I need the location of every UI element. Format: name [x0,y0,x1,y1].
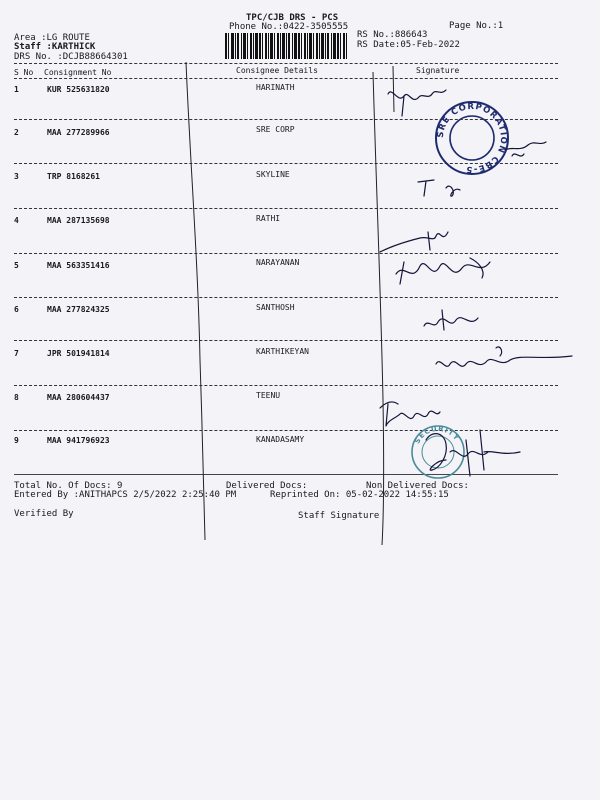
row-2-consignment: MAA 277289966 [47,128,110,137]
rs-number: RS No.:886643 [357,30,428,40]
document-title: TPC/CJB DRS - PCS [246,13,339,23]
row-7-consignee: KARTHIKEYAN [256,347,309,356]
signature-row-9 [426,430,520,476]
verified-by: Verified By [14,509,74,519]
drs-number: DRS No. :DCJB88664301 [14,52,128,62]
row-1-consignee: HARINATH [256,83,295,92]
row-1-consignment: KUR 525631820 [47,85,110,94]
svg-text:SRE CORPORATION CBE-5: SRE CORPORATION CBE-5 [435,101,509,175]
row-4-consignee: RATHI [256,214,281,223]
signature-row-4 [380,232,448,252]
page-number: Page No.:1 [449,21,504,31]
column-consignment: Consignment No [44,68,112,77]
total-docs: Total No. Of Docs: 9 [14,481,123,491]
hand-drawn-column-line-right [373,72,384,545]
column-signature: Signature [416,66,460,75]
row-6-consignment: MAA 277824325 [47,305,110,314]
row-6-consignee: SANTHOSH [256,303,295,312]
row-3-sno: 3 [14,172,19,181]
row-3-consignee: SKYLINE [256,170,290,179]
column-sno: S No [14,68,34,77]
sre-corporation-stamp [436,102,508,174]
row-7-consignment: JPR 501941814 [47,349,110,358]
row-5-consignee: NARAYANAN [256,258,300,267]
signature-row-7 [436,347,572,366]
signature-row-6 [424,310,478,330]
row-8-consignee: TEENU [256,391,281,400]
row-8-sno: 8 [14,393,19,402]
row-2-sno: 2 [14,128,19,137]
row-9-sno: 9 [14,436,19,445]
row-5-consignment: MAA 563351416 [47,261,110,270]
area-label: Area :LG ROUTE [14,33,90,43]
row-5-sno: 5 [14,261,19,270]
signature-row-1 [388,90,446,116]
non-delivered-docs: Non Delivered Docs: [366,481,469,491]
signature-row-8 [380,402,440,426]
signature-row-2 [505,142,546,156]
row-1-sno: 1 [14,85,19,94]
row-8-consignment: MAA 280604437 [47,393,110,402]
svg-text:SECURITY: SECURITY [413,424,462,446]
rs-date: RS Date:05-Feb-2022 [357,40,460,50]
phone-number: Phone No.:0422-3505555 [229,22,349,32]
row-2-consignee: SRE CORP [256,125,295,134]
row-4-sno: 4 [14,216,19,225]
hand-drawn-column-line-left [186,62,205,540]
row-9-consignee: KANADASAMY [256,435,305,444]
row-9-consignment: MAA 941796923 [47,436,110,445]
row-6-sno: 6 [14,305,19,314]
row-7-sno: 7 [14,349,19,358]
column-consignee: Consignee Details [236,66,318,75]
delivered-docs: Delivered Docs: [226,481,308,491]
row-4-consignment: MAA 287135698 [47,216,110,225]
row-3-consignment: TRP 8168261 [47,172,100,181]
signature-row-5 [396,258,490,284]
staff-label: Staff :KARTHICK [14,42,96,52]
signature-row-3 [418,180,460,196]
entered-by: Entered By :ANITHAPCS 2/5/2022 2:25:40 PM [14,490,237,500]
staff-signature-label: Staff Signature [298,511,380,521]
reprinted-on: Reprinted On: 05-02-2022 14:55:15 [270,490,449,500]
